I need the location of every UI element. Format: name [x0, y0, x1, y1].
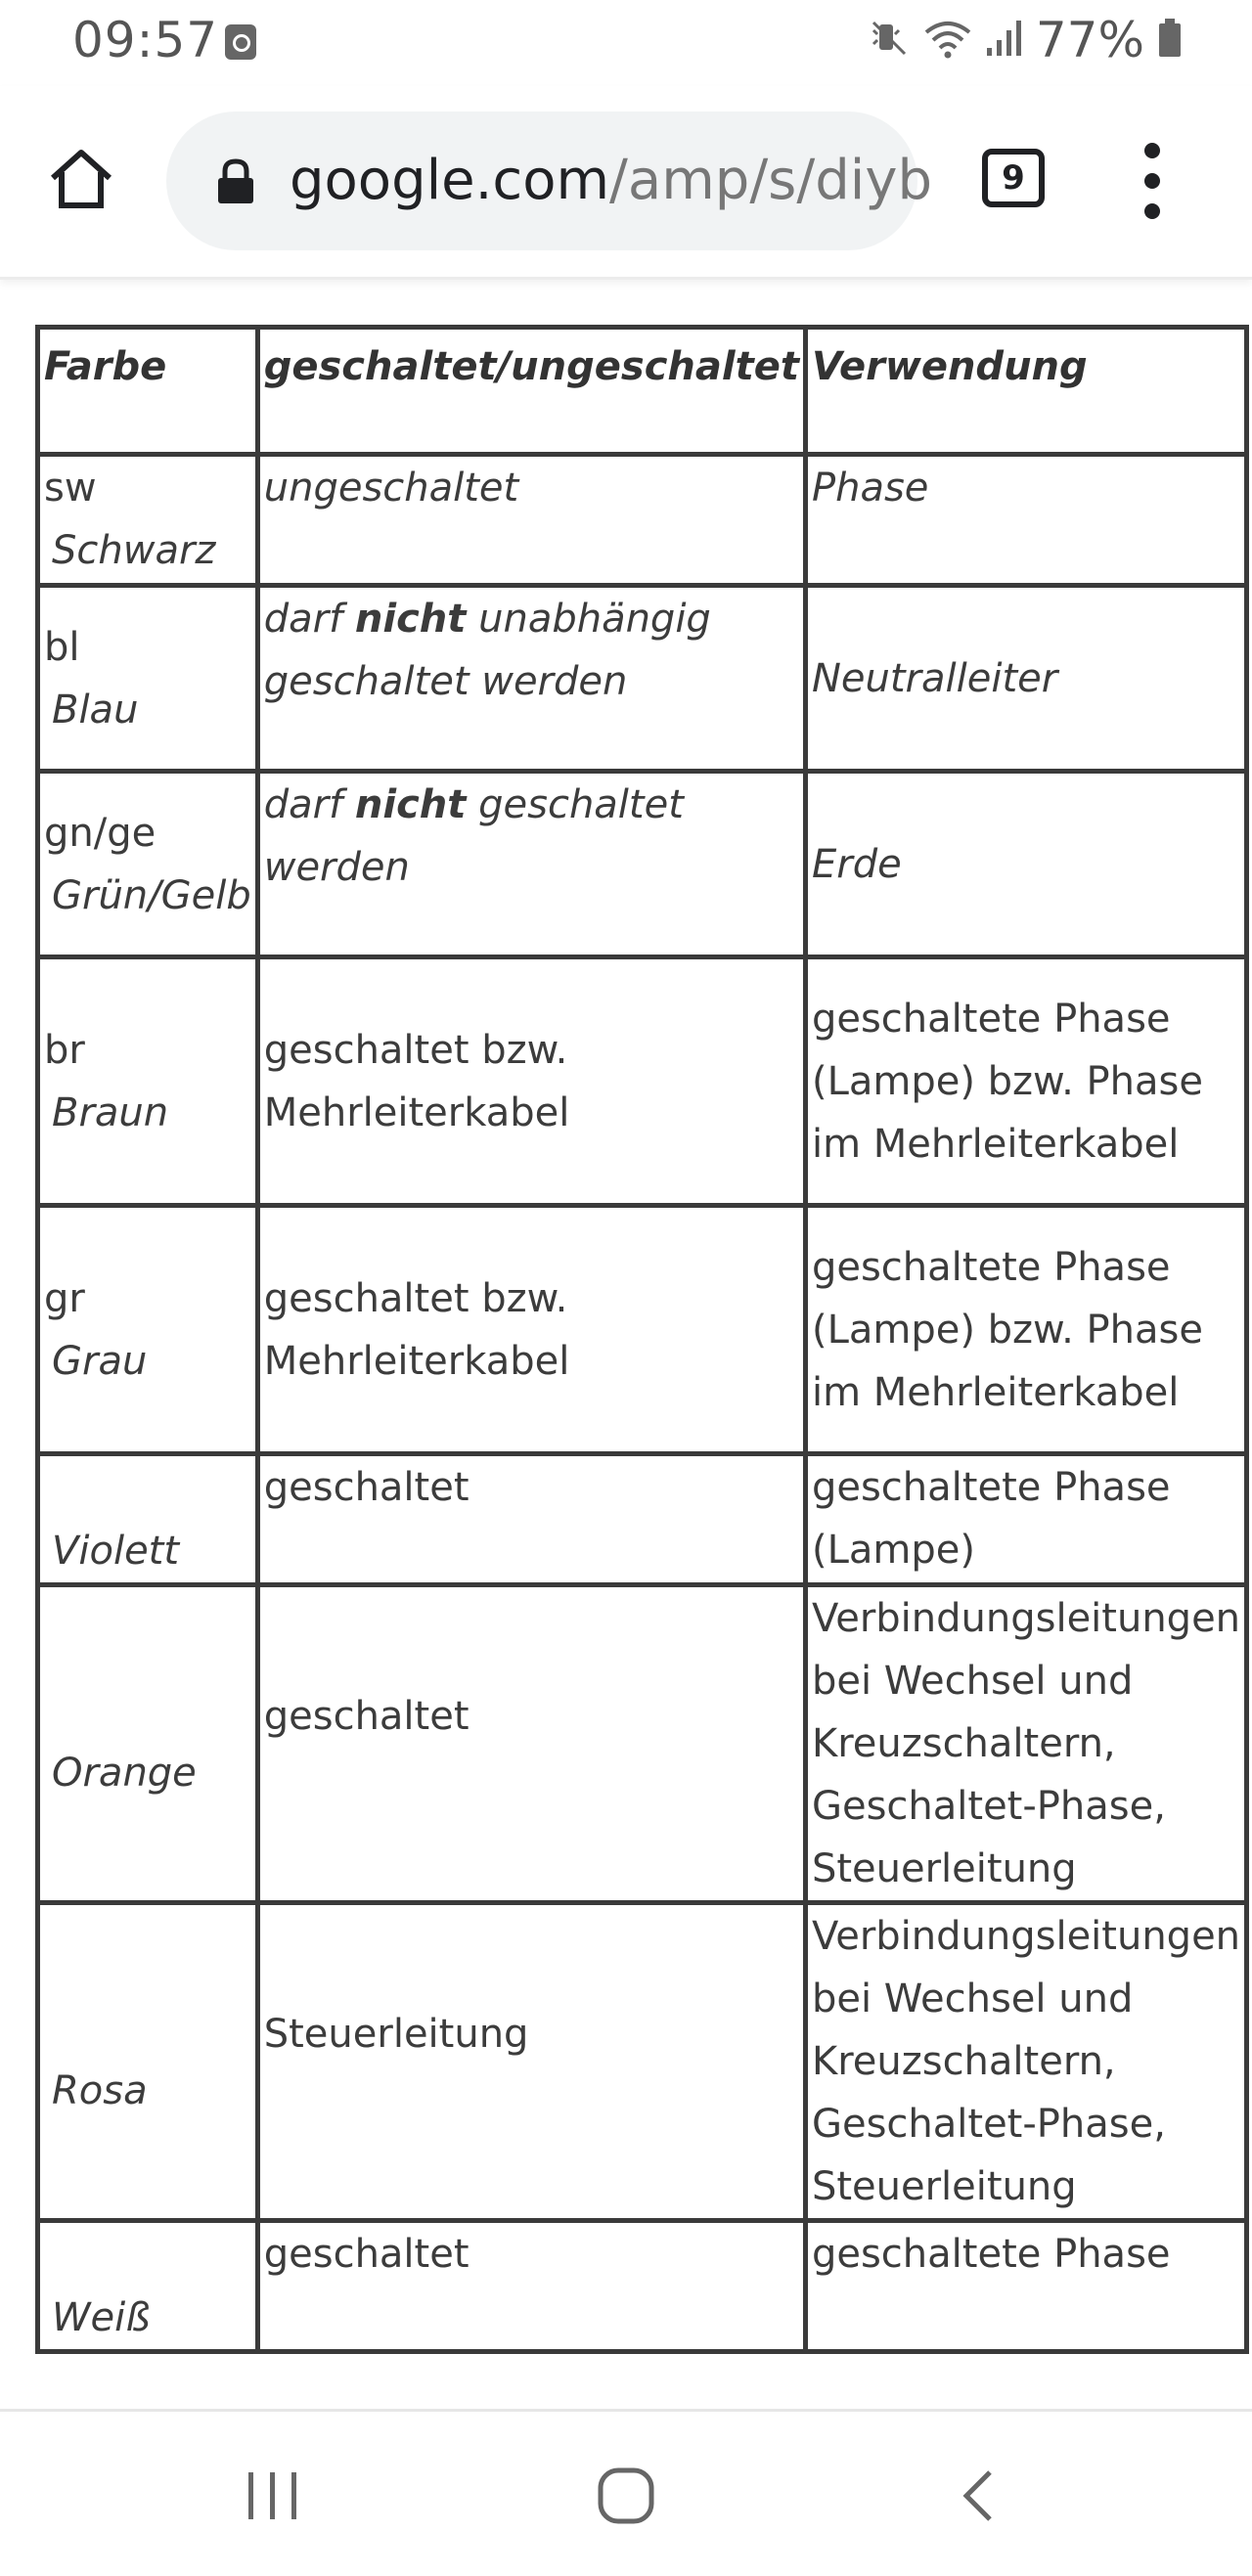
table-row	[38, 772, 1247, 957]
color-abbr: gr	[44, 1275, 85, 1321]
lock-icon	[215, 158, 256, 205]
usage-text: geschaltete Phase (Lampe) bzw. Phase im Mehrleiterkabel	[811, 996, 1203, 1167]
switch-text: Steuerleitung	[263, 2012, 529, 2057]
color-abbr: gn/ge	[44, 810, 156, 856]
url-bar[interactable]	[166, 111, 933, 250]
color-abbr: br	[44, 1027, 85, 1073]
switch-bold: nicht	[354, 782, 467, 827]
browser-toolbar	[0, 86, 1252, 280]
color-cell	[38, 957, 258, 1206]
color-cell	[38, 2221, 258, 2352]
url-host: google.com	[290, 149, 610, 212]
notification-app-icon	[225, 24, 256, 60]
url-path: /amp/s/diyb	[609, 149, 933, 212]
wifi-icon	[922, 17, 973, 64]
switch-cell	[257, 455, 805, 586]
switch-pre: darf	[263, 597, 343, 642]
usage-cell	[805, 1903, 1246, 2221]
header-geschaltet: geschaltet/ungeschaltet	[257, 328, 805, 455]
usage-text: geschaltete Phase (Lampe)	[811, 1465, 1171, 1573]
usage-text: Erde	[811, 841, 902, 887]
usage-cell	[805, 1454, 1246, 1585]
status-icons	[868, 12, 1184, 68]
color-abbr: bl	[44, 624, 80, 670]
switch-cell	[257, 586, 805, 772]
url-text[interactable]	[290, 149, 933, 212]
usage-text: geschaltete Phase (Lampe) bzw. Phase im Mehrleiterkabel	[811, 1244, 1203, 1415]
color-name: Weiß	[52, 2295, 151, 2340]
table-row	[38, 586, 1247, 772]
table-header-row	[38, 328, 1247, 455]
usage-cell	[805, 1585, 1246, 1903]
color-name: Orange	[52, 1751, 197, 1796]
table-row	[38, 1206, 1247, 1454]
cable-color-table	[35, 325, 1249, 2354]
switch-text: ungeschaltet	[263, 466, 519, 511]
switch-cell	[257, 2221, 805, 2352]
color-name: Schwarz	[52, 528, 216, 573]
header-verwendung: Verwendung	[805, 328, 1246, 455]
table-row	[38, 1454, 1247, 1585]
color-cell	[38, 1585, 258, 1903]
usage-text: Phase	[811, 466, 929, 511]
switch-cell	[257, 957, 805, 1206]
usage-text: Neutralleiter	[811, 655, 1058, 701]
color-cell	[38, 1206, 258, 1454]
switch-cell	[257, 772, 805, 957]
home-icon[interactable]	[45, 143, 117, 215]
table-row	[38, 1585, 1247, 1903]
color-cell	[38, 1454, 258, 1585]
tabs-icon[interactable]: 9	[982, 149, 1045, 207]
table-row	[38, 2221, 1247, 2352]
table-row	[38, 957, 1247, 1206]
usage-cell	[805, 586, 1246, 772]
color-name: Blau	[52, 687, 139, 733]
color-cell	[38, 1903, 258, 2221]
color-cell	[38, 455, 258, 586]
menu-icon[interactable]	[1140, 143, 1164, 219]
table-row	[38, 455, 1247, 586]
home-button-icon[interactable]	[597, 2466, 655, 2529]
status-time: 09:57	[72, 12, 219, 68]
usage-text: geschaltete Phase	[811, 2232, 1171, 2277]
usage-cell	[805, 957, 1246, 1206]
signal-icon	[985, 17, 1024, 64]
color-name: Braun	[52, 1089, 169, 1135]
color-abbr: sw	[44, 466, 97, 511]
switch-text: geschaltet	[263, 1694, 470, 1739]
switch-text: geschaltet bzw. Mehrleiterkabel	[263, 1027, 570, 1135]
color-name: Violett	[52, 1529, 180, 1574]
header-farbe: Farbe	[38, 328, 258, 455]
color-name: Grün/Gelb	[52, 872, 251, 918]
battery-icon	[1156, 17, 1184, 64]
table-row	[38, 1903, 1247, 2221]
switch-cell	[257, 1206, 805, 1454]
system-nav-bar	[0, 2409, 1252, 2576]
back-icon[interactable]	[959, 2466, 998, 2529]
status-bar	[0, 0, 1252, 86]
color-name: Grau	[52, 1338, 148, 1384]
switch-cell	[257, 1454, 805, 1585]
usage-cell	[805, 1206, 1246, 1454]
mute-icon	[868, 17, 911, 64]
switch-cell	[257, 1903, 805, 2221]
color-cell	[38, 772, 258, 957]
switch-text: geschaltet	[263, 2232, 470, 2277]
color-cell	[38, 586, 258, 772]
switch-post: unabhängig geschaltet werden	[263, 597, 711, 704]
switch-cell	[257, 1585, 805, 1903]
usage-text: Verbindungsleitungen bei Wechsel und Kreuzschaltern, Geschaltet-Phase, Steuerleitung	[811, 1914, 1241, 2209]
switch-post: geschaltet werden	[263, 782, 684, 890]
usage-cell	[805, 772, 1246, 957]
switch-text: geschaltet bzw. Mehrleiterkabel	[263, 1275, 570, 1384]
switch-bold: nicht	[354, 597, 467, 642]
battery-percent: 77%	[1035, 12, 1144, 68]
switch-pre: darf	[263, 782, 343, 827]
usage-text: Verbindungsleitungen bei Wechsel und Kreuzschaltern, Geschaltet-Phase, Steuerleitung	[811, 1596, 1241, 1891]
usage-cell	[805, 2221, 1246, 2352]
usage-cell	[805, 455, 1246, 586]
switch-text: geschaltet	[263, 1465, 470, 1510]
recent-apps-icon[interactable]	[245, 2468, 303, 2527]
color-name: Rosa	[52, 2068, 148, 2113]
